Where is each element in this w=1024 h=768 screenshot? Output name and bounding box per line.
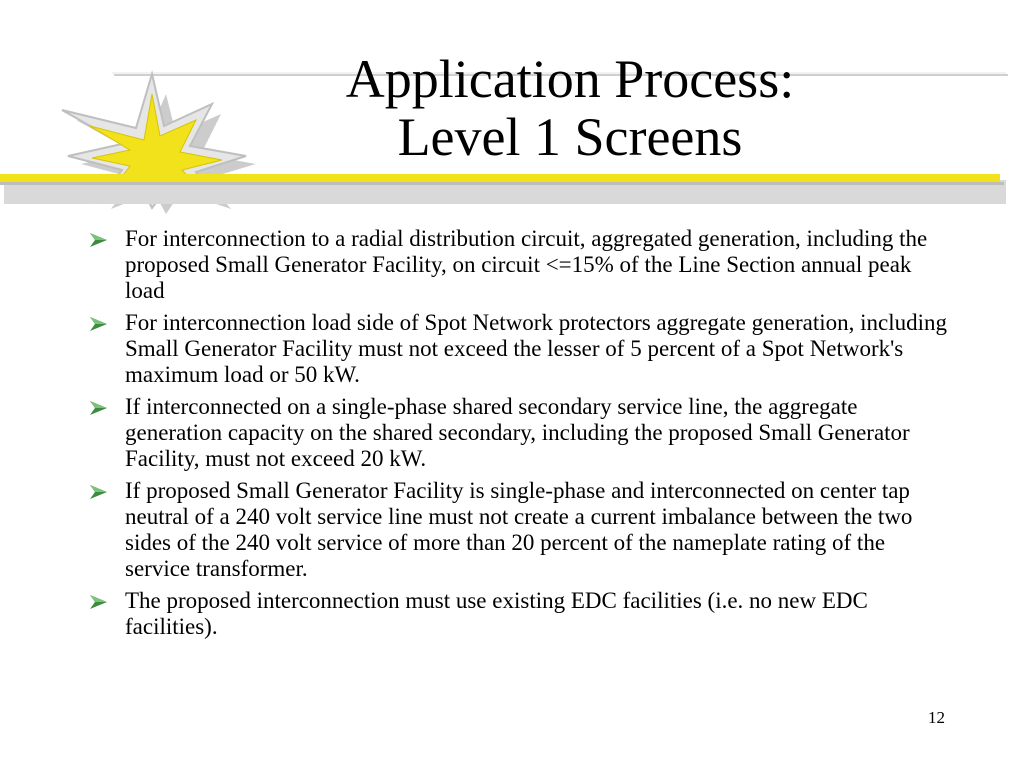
list-item-text: For interconnection load side of Spot Network protectors aggregate generation, including Small Generator Facility must not exceed the lesser of 5 percent of a Spot Network's maximum load or 50 kW. [125, 310, 948, 387]
page-title [220, 50, 920, 166]
list-item-text: If interconnected on a single-phase shared secondary service line, the aggregate generation capacity on the shared secondary, including the proposed Small Generator Facility, must not exceed 20 kW. [125, 394, 910, 471]
arrow-bullet-icon [90, 594, 108, 610]
arrow-bullet-icon [90, 316, 108, 332]
list-item-text: For interconnection to a radial distribution circuit, aggregated generation, including the proposed Small Generator Facility, on circuit <=15% of the Line Section annual peak load [125, 226, 928, 303]
arrow-bullet-icon [90, 232, 108, 248]
bullet-list [88, 226, 948, 646]
list-item [88, 588, 948, 640]
list-item [88, 394, 948, 472]
arrow-bullet-icon [90, 400, 108, 416]
arrow-bullet-icon [90, 484, 108, 500]
page-number: 12 [928, 708, 945, 727]
list-item [88, 478, 948, 582]
title-line-2: Level 1 Screens [397, 107, 743, 167]
yellow-rule [0, 174, 1000, 182]
list-item [88, 310, 948, 388]
list-item [88, 226, 948, 304]
yellow-rule-edge [0, 182, 1004, 185]
list-item-text: The proposed interconnection must use existing EDC facilities (i.e. no new EDC facilities). [125, 588, 868, 639]
list-item-text: If proposed Small Generator Facility is single-phase and interconnected on center tap neutral of a 240 volt service line must not create a current imbalance between the two sides of the 240 volt service of more than 20 percent of the nameplate rating of the service transformer. [125, 478, 913, 581]
title-line-1: Application Process: [345, 49, 795, 109]
